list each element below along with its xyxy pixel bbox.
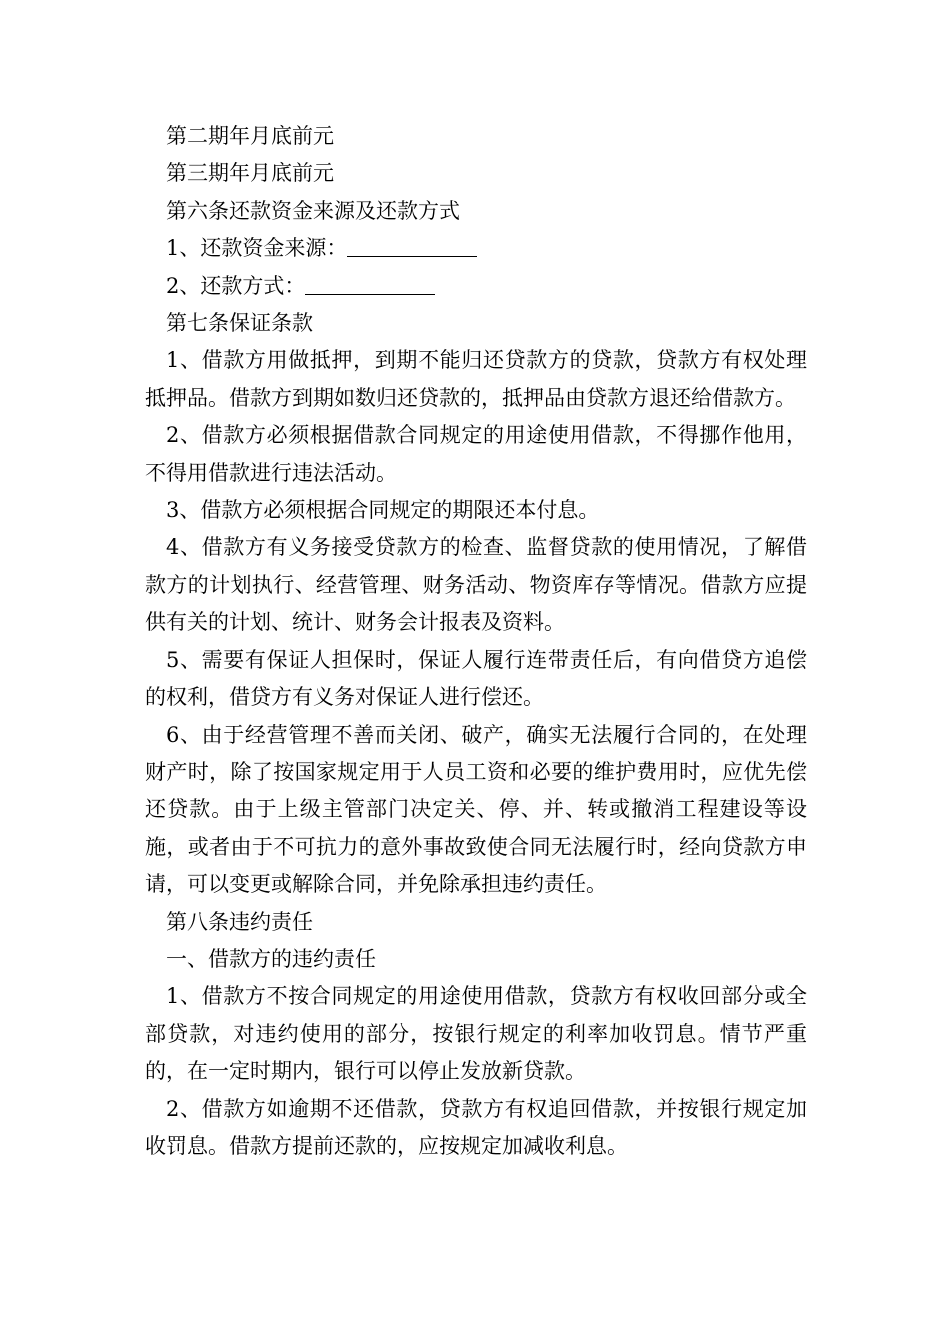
paragraph-text: 2、借款方如逾期不还借款，贷款方有权追回借款，并按银行规定加收罚息。借款方提前还款的，应按规定加减收利息。 [145, 1096, 807, 1158]
document-body [145, 118, 807, 1165]
paragraph-text: 一、借款方的违约责任 [166, 946, 376, 971]
subheading-borrower-liability [145, 941, 807, 978]
paragraph-text: 6、由于经营管理不善而关闭、破产，确实无法履行合同的，在处理财产时，除了按国家规定用于人员工资和必要的维护费用时，应优先偿还贷款。由于上级主管部门决定关、停、并、转或撤消工程建设等设施，或者由于不可抗力的意外事故致使合同无法履行时，经向贷款方申请，可以变更或解除合同，并免除承担违约责任。 [145, 722, 807, 897]
paragraph-text: 第三期年月底前元 [166, 161, 334, 186]
field-label: 1、还款资金来源： [166, 236, 348, 261]
paragraph-installment-2 [145, 118, 807, 155]
clause-8-1-1 [145, 978, 807, 1090]
clause-8-1-2 [145, 1091, 807, 1166]
paragraph-text: 1、借款方用做抵押，到期不能归还贷款方的贷款，贷款方有权处理抵押品。借款方到期如数归还贷款的，抵押品由贷款方退还给借款方。 [145, 348, 807, 410]
clause-7-2 [145, 417, 807, 492]
paragraph-text: 2、借款方必须根据借款合同规定的用途使用借款，不得挪作他用，不得用借款进行违法活动。 [145, 423, 807, 485]
paragraph-text: 1、借款方不按合同规定的用途使用借款，贷款方有权收回部分或全部贷款，对违约使用的部分，按银行规定的利率加收罚息。情节严重的，在一定时期内，银行可以停止发放新贷款。 [145, 984, 807, 1084]
clause-7-1 [145, 342, 807, 417]
paragraph-text: 3、借款方必须根据合同规定的期限还本付息。 [166, 498, 600, 523]
paragraph-text: 第二期年月底前元 [166, 124, 334, 148]
clause-7-3 [145, 492, 807, 529]
heading-article-7 [145, 305, 807, 342]
paragraph-text: 第六条还款资金来源及还款方式 [166, 198, 460, 223]
field-repayment-source [145, 230, 807, 267]
clause-7-6 [145, 717, 807, 904]
paragraph-text: 4、借款方有义务接受贷款方的检查、监督贷款的使用情况，了解借款方的计划执行、经营管理、财务活动、物资库存等情况。借款方应提供有关的计划、统计、财务会计报表及资料。 [145, 535, 807, 635]
paragraph-text: 5、需要有保证人担保时，保证人履行连带责任后，有向借贷方追偿的权利，借贷方有义务对保证人进行偿还。 [145, 647, 807, 710]
heading-article-6 [145, 193, 807, 230]
heading-article-8 [145, 904, 807, 941]
field-label: 2、还款方式： [166, 273, 306, 298]
field-repayment-method [145, 268, 807, 305]
paragraph-text: 第七条保证条款 [166, 311, 313, 336]
clause-7-5 [145, 642, 807, 717]
fill-in-blank [347, 230, 477, 257]
paragraph-installment-3 [145, 155, 807, 192]
paragraph-text: 第八条违约责任 [166, 909, 313, 934]
fill-in-blank [305, 268, 435, 295]
clause-7-4 [145, 529, 807, 641]
